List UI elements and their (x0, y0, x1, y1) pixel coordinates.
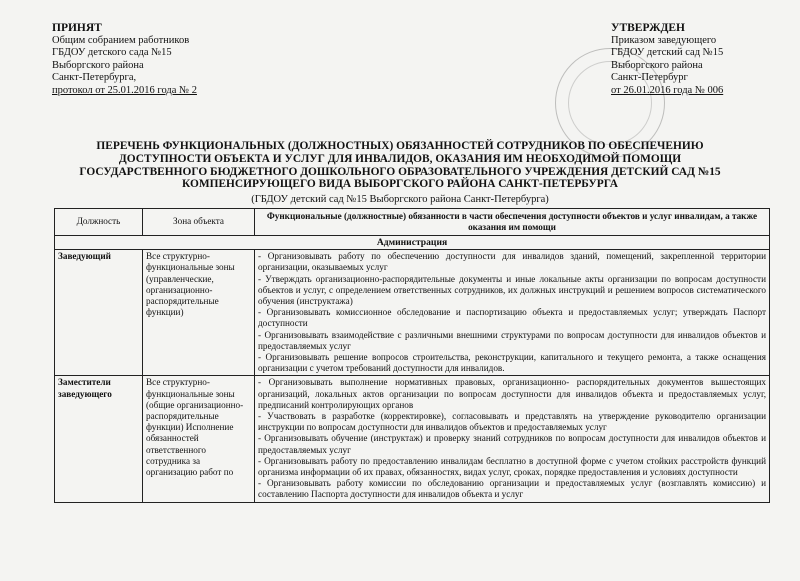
heading-line: КОМПЕНСИРУЮЩЕГО ВИДА ВЫБОРГСКОГО РАЙОНА САНКТ-ПЕТЕРБУРГА (182, 178, 618, 191)
header-position: Должность (55, 209, 143, 236)
position-cell: Заместители заведующего (55, 376, 143, 502)
duty-item: - Утверждать организационно-распорядительные документы и иные локальные акты организации по вопросам доступности объектов и услуг, с определением ответственных сотрудников, их должных инструкций и решением вопросов систематического обучения (инструктажа) (258, 273, 766, 307)
approved-line: Санкт-Петербург (611, 72, 688, 83)
zone-cell: Все структурно-функциональные зоны (общие организационно-распорядительные функции) Исполнение обязанностей ответственного сотрудника за организацию работ по (143, 376, 255, 502)
section-title: Администрация (55, 236, 770, 250)
accepted-line: ГБДОУ детского сада №15 (52, 47, 172, 58)
accepted-title: ПРИНЯТ (52, 22, 102, 34)
table-row (55, 376, 770, 502)
header-zone: Зона объекта (143, 209, 255, 236)
duties-table (54, 208, 770, 503)
document-heading (40, 140, 760, 191)
duties-cell (255, 376, 770, 502)
duty-item: - Организовывать комиссионное обследование и паспортизацию объекта и предоставляемых услуг; утверждать Паспорт доступности (258, 307, 766, 329)
accepted-line: Выборгского района (52, 59, 144, 71)
duty-item: - Организовывать работу по обеспечению доступности для инвалидов зданий, помещений, закрепленной территории организации, оказываемых услуг (258, 251, 766, 273)
duty-item: - Организовывать обучение (инструктаж) и проверку знаний сотрудников по вопросам доступности для инвалидов объектов и предоставляемых услуг (258, 433, 766, 455)
accepted-line: Санкт-Петербурга, (52, 72, 137, 83)
heading-line: ГОСУДАРСТВЕННОГО БЮДЖЕТНОГО ДОШКОЛЬНОГО ОБРАЗОВАТЕЛЬНОГО УЧРЕЖДЕНИЯ ДЕТСКИЙ САД №15 (79, 165, 721, 178)
approved-line: Выборгского района (611, 59, 703, 71)
duty-item: - Участвовать в разработке (корректировке), согласовывать и представлять на утверждение руководителю организации инструкции по вопросам доступности для инвалидов объектов и предоставляемых услуг (258, 411, 766, 433)
duty-item: - Организовывать работу комиссии по обследованию организации и предоставляемых услуг (возглавлять комиссию) и составлению Паспорта доступности для инвалидов объекта и услуг (258, 478, 766, 500)
duty-item: - Организовывать выполнение нормативных правовых, организационно- распорядительных документов вышестоящих организаций, локальных актов организации по вопросам доступности для инвалидов объекта и предоставляемых услуг, предписаний контролирующих органов (258, 377, 766, 410)
approved-block (611, 22, 723, 97)
duty-item: - Организовывать работу по предоставлению инвалидам бесплатно в доступной форме с учетом стойких расстройств функций организма информации об их правах, обязанностях, видах услуг, сроках, порядке предоставления и условиях доступности (258, 455, 766, 478)
approved-title: УТВЕРЖДЕН (611, 22, 685, 34)
heading-line: ПЕРЕЧЕНЬ ФУНКЦИОНАЛЬНЫХ (ДОЛЖНОСТНЫХ) ОБЯЗАННОСТЕЙ СОТРУДНИКОВ ПО ОБЕСПЕЧЕНИЮ (96, 140, 704, 152)
accepted-line: Общим собранием работников (52, 34, 190, 46)
header-duties: Функциональные (должностные) обязанности в части обеспечения доступности объектов и услуг инвалидам, а также оказания им помощи (255, 209, 770, 236)
section-row (55, 236, 770, 250)
approved-line: ГБДОУ детский сад №15 (611, 47, 724, 58)
duties-cell (255, 250, 770, 376)
position-cell: Заведующий (55, 250, 143, 376)
protocol-line: протокол от 25.01.2016 года № 2 (52, 84, 197, 96)
table-row (55, 250, 770, 376)
zone-cell: Все структурно-функциональные зоны (управленческие, организационно-распорядительные функции) (143, 250, 255, 376)
accepted-block (52, 22, 197, 97)
heading-line: ДОСТУПНОСТИ ОБЪЕКТА И УСЛУГ ДЛЯ ИНВАЛИДОВ, ОКАЗАНИЯ ИМ НЕОБХОДИМОЙ ПОМОЩИ (118, 152, 682, 165)
table-header-row (55, 209, 770, 236)
document-subheading: (ГБДОУ детский сад №15 Выборгского района Санкт-Петербурга) (251, 194, 549, 205)
duty-item: - Организовывать решение вопросов строительства, реконструкции, капитального и текущего ремонта, а также оснащения организации с учетом требований доступности для инвалидов. (258, 352, 766, 374)
order-line: от 26.01.2016 года № 006 (611, 84, 724, 96)
duty-item: - Организовывать взаимодействие с различными внешними структурами по вопросам доступности для инвалидов объектов и предоставляемых услуг (258, 329, 766, 351)
page-bottom-edge (0, 575, 800, 581)
approved-line: Приказом заведующего (611, 34, 717, 46)
